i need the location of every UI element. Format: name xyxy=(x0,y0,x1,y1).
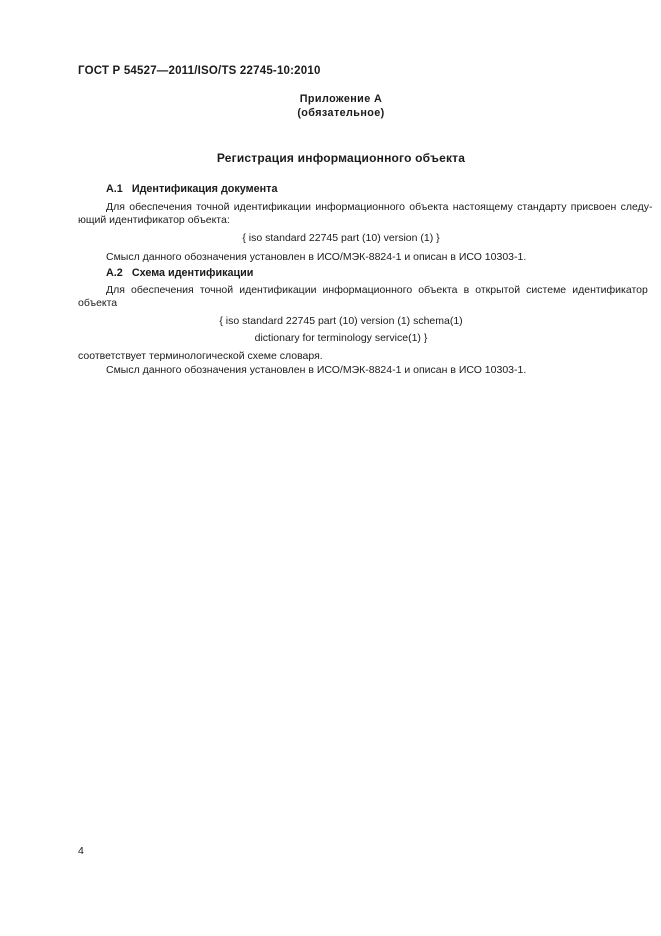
annex-note: (обязательное) xyxy=(297,107,385,119)
section-a1-paragraph-line-1: Для обеспечения точной идентификации информационного объекта настоящему стандарту присвоен следу- xyxy=(106,201,653,213)
section-a1-heading-text: Идентификация документа xyxy=(131,183,278,195)
section-a2-paragraph-line-2: объекта xyxy=(78,297,118,309)
section-a1-note: Смысл данного обозначения установлен в ИСО/МЭК-8824-1 и описан в ИСО 10303-1. xyxy=(106,251,527,263)
section-a2-heading-text: Схема идентификации xyxy=(131,267,254,279)
section-a1-paragraph-line-2: ющий идентификатор объекта: xyxy=(78,214,230,226)
page-number: 4 xyxy=(78,845,84,857)
annex-block xyxy=(78,92,604,120)
section-a1-number: А.1 xyxy=(106,183,123,195)
section-a1-heading xyxy=(78,183,604,196)
page-content xyxy=(78,0,653,377)
section-a2-schema-formula-line-2: dictionary for terminology service(1) } xyxy=(254,332,428,344)
section-a2-continuation: соответствует терминологической схеме словаря. xyxy=(78,350,323,362)
section-a1-object-identifier-formula: { iso standard 22745 part (10) version (1) } xyxy=(242,232,440,244)
section-a2-schema-formula-line-1: { iso standard 22745 part (10) version (1) schema(1) xyxy=(219,315,463,327)
section-a2-heading xyxy=(78,267,604,280)
section-a2-number: А.2 xyxy=(106,267,123,279)
document-title: Регистрация информационного объекта xyxy=(216,151,466,165)
section-a2-paragraph-line-1: Для обеспечения точной идентификации информационного объекта в открытой системе идентификатор xyxy=(106,284,648,296)
annex-label: Приложение А xyxy=(299,93,383,105)
running-header: ГОСТ Р 54527—2011/ISO/TS 22745-10:2010 xyxy=(78,65,321,77)
section-a2-note: Смысл данного обозначения установлен в ИСО/МЭК-8824-1 и описан в ИСО 10303-1. xyxy=(106,364,527,376)
